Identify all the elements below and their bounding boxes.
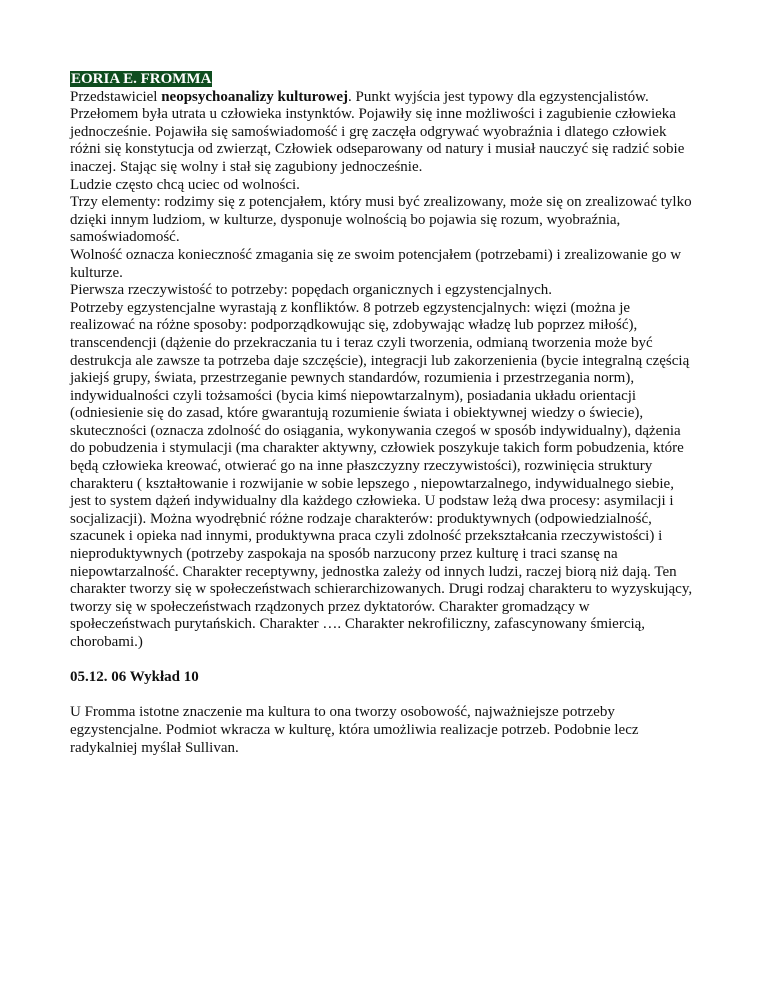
intro-line — [70, 89, 700, 107]
text-line: Ludzie często chcą uciec od wolności. — [70, 176, 300, 193]
text-line: Pierwsza rzeczywistość to potrzeby: popędach organicznych i egzystencjalnych. — [70, 282, 553, 299]
intro-bold-term: neopsychoanalizy kulturowej — [161, 88, 349, 105]
text-line: szacunek i opieka nad innymi, produktywna praca czyli zdolność przekształcania rzeczywistości) i — [70, 528, 663, 545]
text-line: dzięki innym ludziom, w kulturze, dysponuje wolnością bo pojawia się rozum, wyobraźnia, — [70, 211, 621, 228]
text-line: jakiejś grupy, świata, przestrzeganie pewnych standardów, rozumienia i przestrzegania norm), — [70, 370, 635, 387]
text-line: inaczej. Stając się wolny i stał się zagubiony jednocześnie. — [70, 158, 423, 175]
text-line: indywidualności czyli tożsamości (bycia kimś niepowtarzalnym), posiadania układu orientacji — [70, 387, 637, 404]
intro-prefix: Przedstawiciel — [70, 88, 162, 105]
text-line: nieproduktywnych (potrzeby zaspokaja na sposób narzucony przez kulturę i traci szansę na — [70, 546, 618, 563]
section-lecture-10 — [70, 669, 700, 757]
section-heading: EORIA E. FROMMA — [71, 71, 212, 87]
text-line: destrukcja ale zawsze ta potrzeba daje szczęście), integracji lub zakorzenienia (bycie integralną częścią — [70, 352, 690, 369]
text-line: Przełomem była utrata u człowieka instynktów. Pojawiły się inne możliwości i zagubienie człowieka — [70, 106, 676, 123]
text-line: tworzy się w społeczeństwach rządzonych przez dyktatorów. Charakter gromadzący w — [70, 598, 590, 615]
intro-suffix: . Punkt wyjścia jest typowy dla egzystencjalistów. — [348, 88, 649, 105]
text-line: kulturze. — [70, 264, 123, 281]
text-line: skuteczności (oznacza zdolność do osiągania, wykonywania czegoś w sposób indywidualny), dążenia — [70, 422, 681, 439]
text-line: realizować na różne sposoby: podporządkowując się, zdobywając władzę lub poprzez miłość), — [70, 317, 638, 334]
text-line: Potrzeby egzystencjalne wyrastają z konfliktów. 8 potrzeb egzystencjalnych: więzi (można je — [70, 299, 631, 316]
text-line: charakteru ( kształtowanie i rozwijanie w sobie lepszego , niepowtarzalnego, indywidualnego siebie, — [70, 475, 674, 492]
text-line: egzystencjalne. Podmiot wkracza w kulturę, która umożliwia realizacje potrzeb. Podobnie lecz — [70, 721, 639, 738]
lecture-heading: 05.12. 06 Wykład 10 — [70, 669, 199, 686]
section-fromm-theory — [70, 71, 700, 652]
text-line: różni się konstytucja od zwierząt, Człowiek odseparowany od natury i musiał nauczyć się radzić sobie — [70, 141, 685, 158]
text-line: U Fromma istotne znaczenie ma kultura to ona tworzy osobowość, najważniejsze potrzeby — [70, 704, 615, 721]
text-line: transcendencji (dążenie do przekraczania tu i teraz czyli tworzenia, odmianą tworzenia może być — [70, 334, 653, 351]
document-page — [70, 71, 700, 757]
text-line: będą człowieka kreować, otwierać go na inne płaszczyzny rzeczywistości), rozwinięcia struktury — [70, 458, 653, 475]
text-line: Wolność oznacza konieczność zmagania się ze swoim potencjałem (potrzebami) i zrealizowanie go w — [70, 246, 682, 263]
text-line: chorobami.) — [70, 634, 143, 650]
section2-body — [70, 704, 700, 757]
text-line: samoświadomość. — [70, 229, 180, 246]
text-line: radykalniej myślał Sullivan. — [70, 739, 239, 756]
text-line: charakter tworzy się w społeczeństwach schierarchizowanych. Drugi rodzaj charakteru to wyzyskujący, — [70, 581, 693, 598]
section1-body — [70, 106, 700, 651]
text-line: socjalizacji). Można wyodrębnić różne rodzaje charakterów: produktywnych (odpowiedzialność, — [70, 510, 652, 527]
text-line: Trzy elementy: rodzimy się z potencjałem, który musi być zrealizowany, może się on zrealizować tylko — [70, 194, 692, 211]
text-line: (odniesienie się do zasad, które gwarantują rozumienie świata i obiektywnej wiedzy o świecie), — [70, 405, 644, 422]
text-line: jest to system dążeń indywidualny dla każdego człowieka. U podstaw leżą dwa procesy: asymilacji i — [70, 493, 674, 510]
text-line: do pobudzenia i stymulacji (ma charakter aktywny, człowiek poszykuje takich form pobudzenia, które — [70, 440, 684, 457]
heading-line — [70, 71, 700, 89]
text-line: jednocześnie. Pojawiła się samoświadomość i grę zaczęła odgrywać wyobraźnia i dlatego człowiek — [70, 123, 667, 140]
text-line: społeczeństwach purytańskich. Charakter …. Charakter nekrofiliczny, zafascynowany śmiercią, — [70, 616, 646, 633]
text-line: niepowtarzalność. Charakter receptywny, jednostka zależy od innych ludzi, raczej biorą niż dają. Ten — [70, 563, 677, 580]
